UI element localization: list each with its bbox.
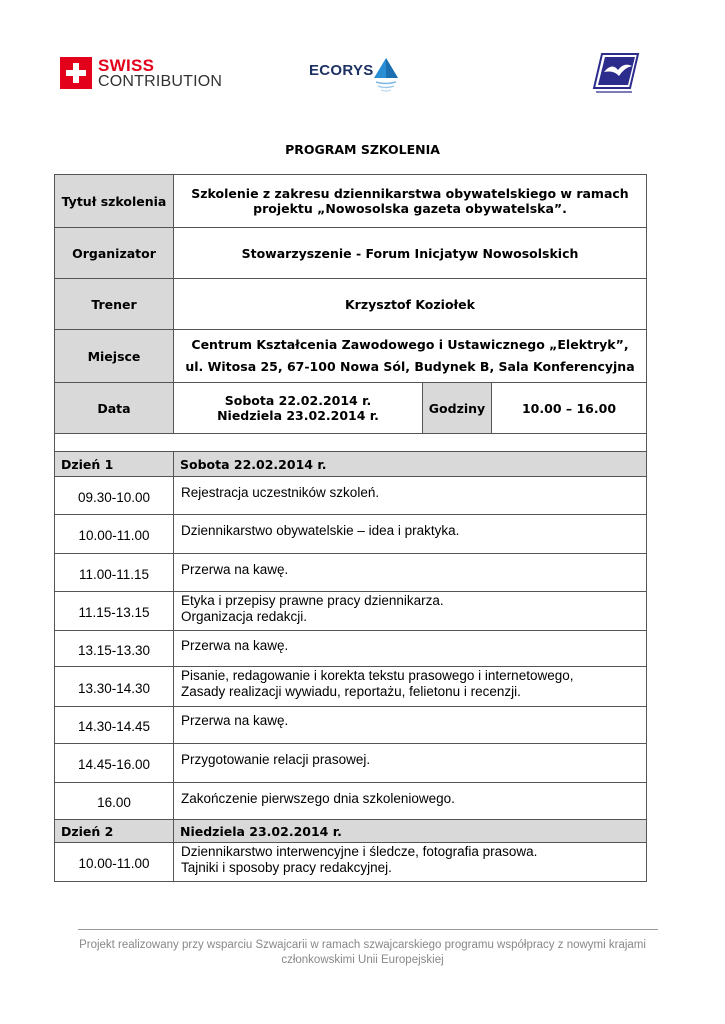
ecorys-drop-icon [373, 56, 399, 96]
session-time: 13.15-13.30 [54, 630, 174, 667]
session-description [173, 630, 647, 667]
session-description [173, 782, 647, 820]
ecorys-logo [309, 56, 399, 98]
session-line-1: Przerwa na kawę. [181, 637, 289, 653]
session-description [173, 666, 647, 707]
spacer-row [54, 433, 647, 452]
organizer-label: Organizator [54, 227, 174, 279]
session-time: 09.30-10.00 [54, 476, 174, 515]
page-title: PROGRAM SZKOLENIA [285, 142, 440, 157]
footer-line-2: członkowskimi Unii Europejskiej [281, 954, 444, 966]
session-description [173, 476, 647, 515]
day2-date: Niedziela 23.02.2014 r. [173, 819, 647, 843]
session-line-2: Tajniki i sposoby pracy redakcyjnej. [181, 860, 392, 875]
session-time: 14.30-14.45 [54, 706, 174, 744]
session-line-2: Organizacja redakcji. [181, 609, 308, 624]
session-line-1: Przerwa na kawę. [181, 713, 289, 728]
session-description [173, 743, 647, 783]
session-description [173, 514, 647, 554]
place-label: Miejsce [54, 329, 174, 383]
day1-label: Dzień 1 [54, 451, 174, 477]
session-time: 13.30-14.30 [54, 666, 174, 707]
session-description [173, 706, 647, 744]
session-line-1: Dziennikarstwo interwencyjne i śledcze, fotografia prasowa. [181, 844, 538, 859]
swiss-flag-icon [60, 57, 92, 89]
date-line-1: Sobota 22.02.2014 r. [224, 393, 372, 408]
footer-divider [78, 929, 658, 930]
ecorys-logo-text: ECORYS [309, 62, 374, 79]
footer-note [60, 938, 665, 968]
organizer-value: Stowarzyszenie - Forum Inicjatyw Nowosolskich [173, 227, 647, 279]
session-line-1: Zakończenie pierwszego dnia szkoleniowego. [181, 791, 455, 806]
association-bird-logo-icon [592, 50, 640, 96]
place-line-2: ul. Witosa 25, 67-100 Nowa Sól, Budynek B, Sala Konferencyjna [185, 359, 635, 374]
session-time: 10.00-11.00 [54, 514, 174, 554]
footer-line-1: Projekt realizowany przy wsparciu Szwajcarii w ramach szwajcarskiego programu współpracy z nowymi krajami [79, 939, 646, 951]
session-time: 14.45-16.00 [54, 743, 174, 783]
session-time: 11.00-11.15 [54, 553, 174, 592]
session-line-2: Zasady realizacji wywiadu, reportażu, felietonu i recenzji. [181, 684, 521, 699]
session-line-1: Etyka i przepisy prawne pracy dziennikarza. [181, 593, 444, 608]
swiss-logo-text-1: SWISS [98, 56, 155, 75]
session-line-1: Przygotowanie relacji prasowej. [181, 752, 371, 767]
place-line-1: Centrum Kształcenia Zawodowego i Ustawicznego „Elektryk”, [191, 337, 629, 352]
trainer-label: Trener [54, 278, 174, 330]
training-title-value [173, 174, 647, 228]
date-label: Data [54, 382, 174, 434]
session-description [173, 591, 647, 631]
session-description [173, 553, 647, 592]
session-line-1: Dziennikarstwo obywatelskie – idea i praktyka. [181, 523, 460, 538]
session-time: 11.15-13.15 [54, 591, 174, 631]
day2-label: Dzień 2 [54, 819, 174, 843]
trainer-value: Krzysztof Koziołek [173, 278, 647, 330]
session-line-1: Pisanie, redagowanie i korekta tekstu prasowego i internetowego, [181, 668, 574, 683]
date-value [173, 382, 423, 434]
hours-label: Godziny [422, 382, 492, 434]
day1-date: Sobota 22.02.2014 r. [173, 451, 647, 477]
swiss-logo-text-2: CONTRIBUTION [98, 73, 223, 90]
session-line-1: Przerwa na kawę. [181, 561, 289, 577]
training-title-line-1: Szkolenie z zakresu dziennikarstwa obywatelskiego w ramach [191, 186, 629, 201]
session-time: 10.00-11.00 [54, 842, 174, 882]
session-line-1: Rejestracja uczestników szkoleń. [181, 484, 380, 500]
training-title-label: Tytuł szkolenia [54, 174, 174, 228]
swiss-contribution-logo [60, 56, 223, 93]
place-value [173, 329, 647, 383]
training-title-line-2: projektu „Nowosolska gazeta obywatelska”. [253, 201, 567, 216]
session-time: 16.00 [54, 782, 174, 820]
date-line-2: Niedziela 23.02.2014 r. [217, 408, 379, 423]
session-description [173, 842, 647, 882]
hours-value: 10.00 – 16.00 [491, 382, 647, 434]
